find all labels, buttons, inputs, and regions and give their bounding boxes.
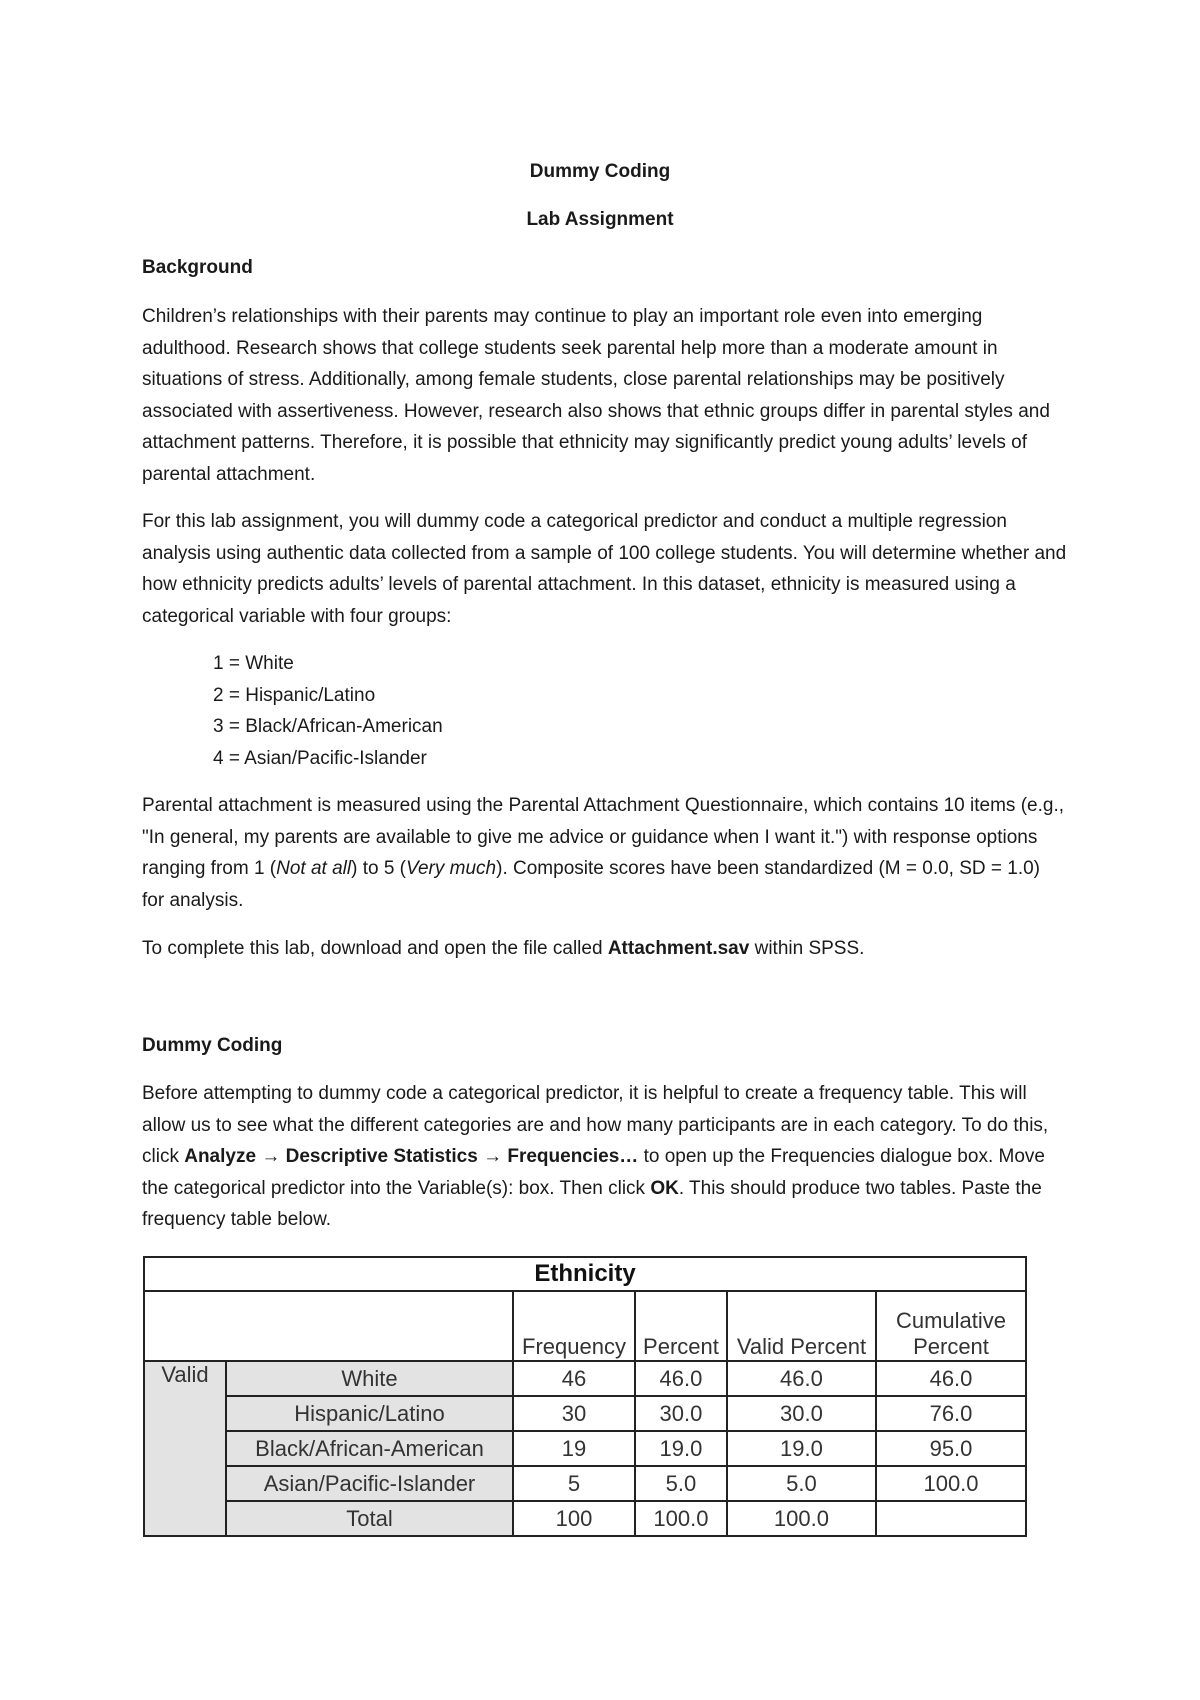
table-cell: 5.0	[635, 1466, 727, 1501]
table-cell: 46	[513, 1361, 635, 1396]
ethnicity-group-list	[213, 648, 1138, 774]
list-item: 4 = Asian/Pacific-Islander	[213, 747, 427, 769]
table-cell: 19.0	[727, 1431, 876, 1466]
row-label: Hispanic/Latino	[226, 1396, 513, 1431]
table-cell: 19	[513, 1431, 635, 1466]
list-item: 2 = Hispanic/Latino	[213, 684, 376, 706]
table-title: Ethnicity	[144, 1257, 1026, 1291]
background-heading: Background	[142, 257, 253, 278]
table-cell: 100.0	[876, 1466, 1026, 1501]
table-cell: 30.0	[727, 1396, 876, 1431]
background-paragraph-1: Children’s relationships with their parents may continue to play an important role even into emerging adulthood. Research shows that college students seek parental help more than a moderate amount in situations of stress. Additionally, among female students, close parental relationships may be positively associated with assertiveness. However, research also shows that ethnic groups differ in parental styles and attachment patterns. Therefore, it is possible that ethnicity may significantly predict young adults’ levels of parental attachment.	[142, 306, 1050, 485]
table-row	[144, 1396, 1026, 1431]
row-label: White	[226, 1361, 513, 1396]
background-paragraph-4: To complete this lab, download and open the file called Attachment.sav within SPSS.	[142, 938, 865, 959]
row-label: Total	[226, 1501, 513, 1536]
table-cell: 30	[513, 1396, 635, 1431]
table-cell: 100.0	[635, 1501, 727, 1536]
row-group-label: Valid	[144, 1361, 226, 1536]
doc-title: Dummy Coding	[529, 161, 671, 182]
background-paragraph-3: Parental attachment is measured using the Parental Attachment Questionnaire, which contains 10 items (e.g., "In general, my parents are available to give me advice or guidance when I want it.") with response options ranging from 1 (Not at all) to 5 (Very much). Composite scores have been standardized (M = 0.0, SD = 1.0) for analysis.	[142, 795, 1065, 911]
table-row	[144, 1431, 1026, 1466]
table-cell: 46.0	[727, 1361, 876, 1396]
list-item: 1 = White	[213, 653, 294, 674]
table-cell: 95.0	[876, 1431, 1026, 1466]
table-cell: 5.0	[727, 1466, 876, 1501]
row-label: Black/African-American	[226, 1431, 513, 1466]
table-row	[144, 1501, 1026, 1536]
column-header: Cumulative Percent	[876, 1291, 1026, 1361]
doc-subtitle: Lab Assignment	[526, 209, 674, 230]
table-row	[144, 1361, 1026, 1396]
table-cell: 30.0	[635, 1396, 727, 1431]
table-cell: 100.0	[727, 1501, 876, 1536]
table-cell	[876, 1501, 1026, 1536]
table-row	[144, 1466, 1026, 1501]
column-header: Percent	[635, 1291, 727, 1361]
table-cell: 46.0	[635, 1361, 727, 1396]
table-cell: 76.0	[876, 1396, 1026, 1431]
column-header: Valid Percent	[727, 1291, 876, 1361]
dummy-coding-paragraph: Before attempting to dummy code a categorical predictor, it is helpful to create a frequency table. This will allow us to see what the different categories are and how many participants are in each category. To do this, click Analyze → Descriptive Statistics → Frequencies… to open up the Frequencies dialogue box. Move the categorical predictor into the Variable(s): box. Then click OK. This should produce two tables. Paste the frequency table below.	[142, 1083, 1049, 1230]
table-cell: 100	[513, 1501, 635, 1536]
ethnicity-frequency-table	[143, 1256, 1027, 1537]
table-cell: 19.0	[635, 1431, 727, 1466]
list-item: 3 = Black/African-American	[213, 716, 443, 737]
row-label: Asian/Pacific-Islander	[226, 1466, 513, 1501]
column-header: Frequency	[513, 1291, 635, 1361]
table-cell: 46.0	[876, 1361, 1026, 1396]
table-cell: 5	[513, 1466, 635, 1501]
background-paragraph-2: For this lab assignment, you will dummy code a categorical predictor and conduct a multiple regression analysis using authentic data collected from a sample of 100 college students. You will determine whether and how ethnicity predicts adults’ levels of parental attachment. In this dataset, ethnicity is measured using a categorical variable with four groups:	[142, 511, 1067, 627]
dummy-coding-heading: Dummy Coding	[142, 1035, 283, 1056]
